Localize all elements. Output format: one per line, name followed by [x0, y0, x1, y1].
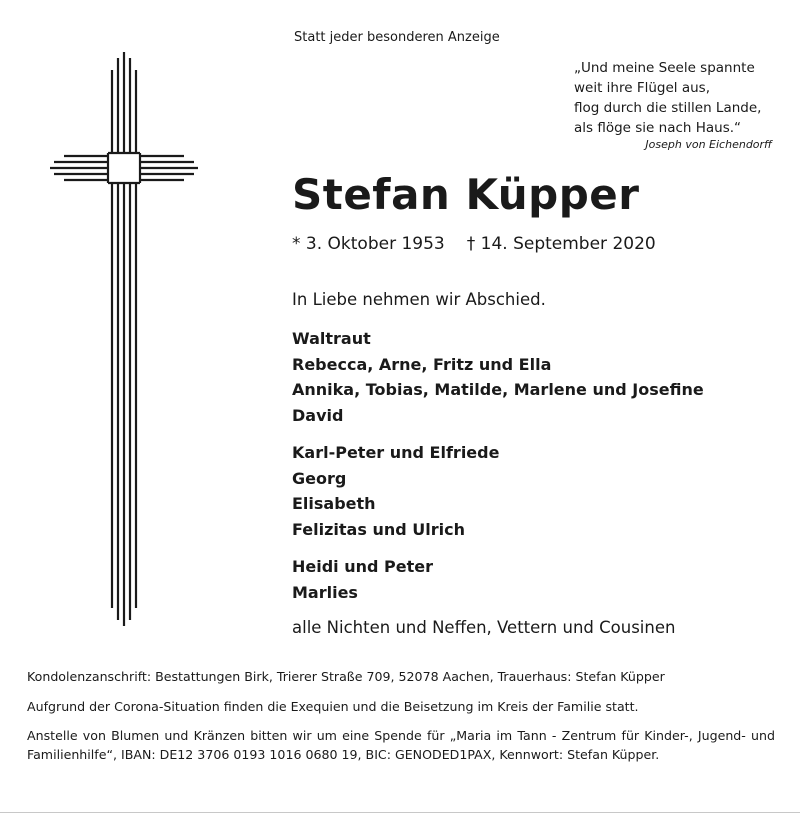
life-dates	[292, 234, 656, 254]
donation-note: Anstelle von Blumen und Kränzen bitten wir um eine Spende für „Maria im Tann - Zentrum für Kinder-, Jugend- und Familienhilfe“, IBAN: DE12 3706 0193 1016 0680 19, BIC: GENODED1PAX, Kennwort: Stefan Küpper.	[27, 728, 775, 762]
quote-line: flog durch die stillen Lande,	[574, 100, 762, 116]
family-group-2	[292, 440, 499, 542]
cross-icon	[50, 50, 200, 630]
family-member-line: Karl-Peter und Elfriede	[292, 443, 500, 462]
relatives-text: alle Nichten und Neffen, Vettern und Cousinen	[292, 618, 676, 637]
birth-date: * 3. Oktober 1953	[292, 234, 445, 254]
notice-header: Statt jeder besonderen Anzeige	[294, 30, 500, 45]
death-date: † 14. September 2020	[466, 234, 656, 254]
family-member-line: Elisabeth	[292, 494, 376, 513]
quote-line: „Und meine Seele spannte	[574, 60, 755, 76]
family-member-line: Waltraut	[292, 329, 371, 348]
family-member-line: David	[292, 405, 344, 425]
condolence-address: Kondolenzanschrift: Bestattungen Birk, Trierer Straße 709, 52078 Aachen, Trauerhaus: Stefan Küpper	[27, 669, 665, 684]
family-group-1	[292, 326, 704, 428]
family-member-line: Georg	[292, 468, 347, 488]
farewell-text: In Liebe nehmen wir Abschied.	[292, 290, 546, 309]
quote-author: Joseph von Eichendorff	[645, 138, 772, 151]
corona-note: Aufgrund der Corona-Situation finden die Exequien und die Beisetzung im Kreis der Familie statt.	[27, 698, 639, 714]
quote-line: weit ihre Flügel aus,	[574, 80, 710, 96]
footer-info	[27, 668, 775, 764]
poem-quote	[574, 58, 774, 138]
family-member-line: Marlies	[292, 582, 358, 602]
family-member-line: Heidi und Peter	[292, 557, 434, 576]
deceased-name: Stefan Küpper	[292, 170, 640, 219]
family-group-3	[292, 554, 433, 605]
quote-line: als flöge sie nach Haus.“	[574, 120, 742, 136]
family-member-line: Rebecca, Arne, Fritz und Ella	[292, 354, 552, 374]
family-member-line: Felizitas und Ulrich	[292, 519, 465, 539]
family-member-line: Annika, Tobias, Matilde, Marlene und Josefine	[292, 380, 704, 399]
